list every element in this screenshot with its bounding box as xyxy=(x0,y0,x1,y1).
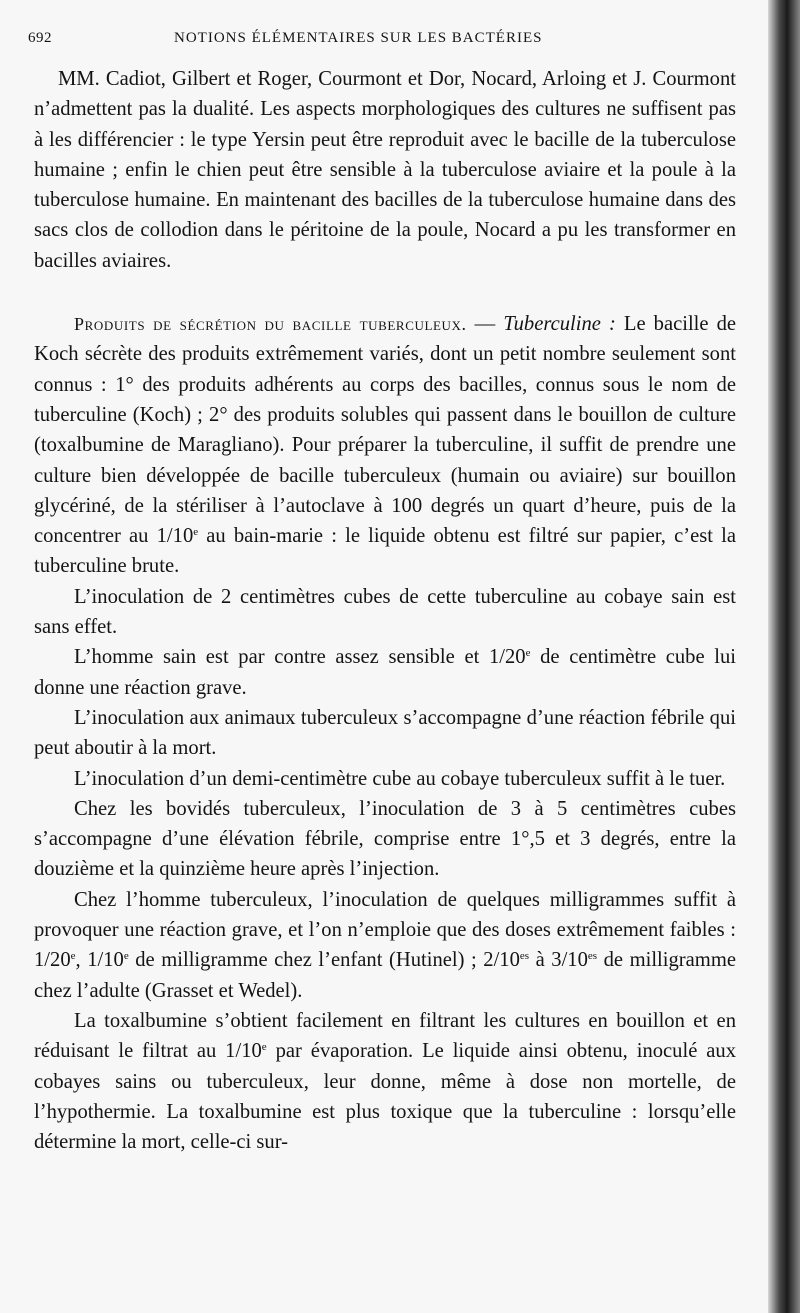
paragraph xyxy=(34,885,736,1006)
superscript: e xyxy=(123,950,129,963)
superscript: es xyxy=(587,950,598,963)
text-run: de milligramme chez l’enfant (Hutinel) ; 2/10 xyxy=(128,949,520,972)
text-run: à 3/10 xyxy=(529,949,588,972)
text-run: au bain-marie : le liquide obtenu est filtré sur papier, c’est la tuberculine brute. xyxy=(34,525,736,578)
superscript: e xyxy=(261,1041,267,1054)
text-run: par évaporation. Le liquide ainsi obtenu, inoculé aux cobayes sains ou tuberculeux, leur donne, même à dose non mortelle, de l’hypothermie. La toxalbumine est plus toxique que la tuberculine : lorsqu’elle détermine la mort, celle-ci sur- xyxy=(34,1040,736,1154)
page-number: 692 xyxy=(28,30,52,46)
book-binding-shadow xyxy=(768,0,800,1313)
section-paragraph xyxy=(34,309,736,582)
paragraph: MM. Cadiot, Gilbert et Roger, Courmont et Dor, Nocard, Arloing et J. Courmont n’admettent pas la dualité. Les aspects morphologiques des cultures ne suffisent pas à les différencier : le type Yersin peut être reproduit avec le bacille de la tuberculose humaine ; enfin le chien peut être sensible à la tuberculose aviaire et la poule à la tuberculose humaine. En maintenant des bacilles de la tuberculose humaine dans des sacs clos de collodion dans le péritoine de la poule, Nocard a pu les transformer en bacilles aviaires. xyxy=(34,68,736,272)
superscript: e xyxy=(193,526,199,539)
section-heading: Produits de sécrétion du bacille tuberculeux. xyxy=(74,314,467,335)
text-run: , 1/10 xyxy=(75,949,124,972)
superscript: e xyxy=(525,647,531,660)
body-text xyxy=(34,64,736,1157)
page-header xyxy=(28,28,740,52)
paragraph: L’inoculation aux animaux tuberculeux s’accompagne d’une réaction fébrile qui peut aboutir à la mort. xyxy=(34,706,736,760)
text-run: L’homme sain est par contre assez sensible et 1/20 xyxy=(74,646,526,669)
text-run: La toxalbumine s’obtient facilement en filtrant les cultures en bouillon et en réduisant le filtrat au 1/10 xyxy=(34,1009,736,1063)
text-run: de centimètre cube lui donne une réaction grave. xyxy=(34,646,737,699)
section-subheading: Tuberculine : xyxy=(503,313,616,336)
paragraph xyxy=(34,1006,736,1157)
heading-dash: — xyxy=(466,313,504,336)
paragraph: L’inoculation de 2 centimètres cubes de cette tuberculine au cobaye sain est sans effet. xyxy=(34,585,736,639)
superscript: e xyxy=(70,950,76,963)
text-run: Chez l’homme tuberculeux, l’inoculation de quelques milligrammes suffit à provoquer une réaction grave, et l’on n’emploie que des doses extrêmement faibles : 1/20 xyxy=(34,888,736,972)
running-head: NOTIONS ÉLÉMENTAIRES SUR LES BACTÉRIES xyxy=(174,30,543,46)
paragraph: L’inoculation d’un demi-centimètre cube au cobaye tuberculeux suffit à le tuer. xyxy=(74,767,726,790)
text-run: Le bacille de Koch sécrète des produits extrêmement variés, dont un petit nombre seulement sont connus : 1° des produits adhérents au corps des bacilles, connus sous le nom de tuberculine (Koch) ; 2° des produits solubles qui passent dans le bouillon de culture (toxalbumine de Maragliano). Pour préparer la tuberculine, il suffit de prendre une culture bien développée de bacille tuberculeux (humain ou aviaire) sur bouillon glycériné, de la stériliser à l’autoclave à 100 degrés un quart d’heure, puis de la concentrer au 1/10 xyxy=(34,313,737,548)
text-run: de milligramme chez l’adulte (Grasset et Wedel). xyxy=(34,949,736,1002)
superscript: es xyxy=(519,950,530,963)
paragraph xyxy=(34,642,736,703)
paragraph: Chez les bovidés tuberculeux, l’inoculation de 3 à 5 centimètres cubes s’accompagne d’une élévation fébrile, comprise entre 1°,5 et 3 degrés, entre la douzième et la quinzième heure après l’injection. xyxy=(34,797,736,881)
